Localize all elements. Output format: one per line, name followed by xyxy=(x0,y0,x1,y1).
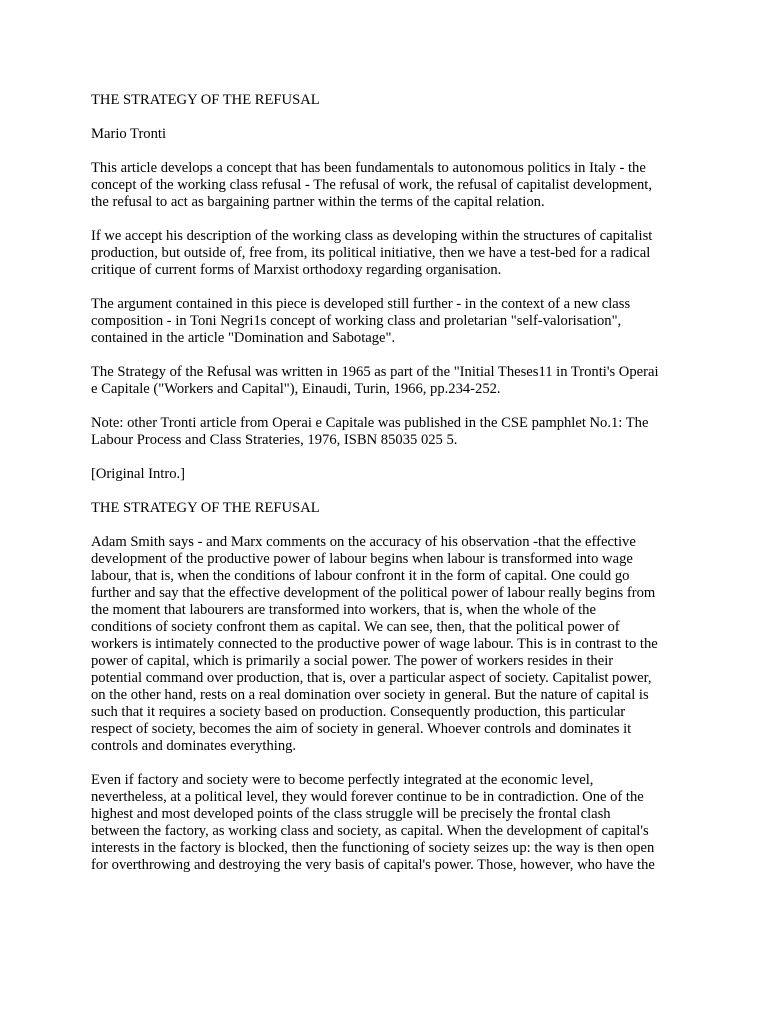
document-title xyxy=(91,92,681,109)
paragraph-line: production, but outside of, free from, its political initiative, then we have a test-bed for a radical xyxy=(91,245,651,261)
paragraph-line: The argument contained in this piece is developed still further - in the context of a new class xyxy=(91,296,631,312)
paragraph-line: highest and most developed points of the class struggle will be precisely the frontal clash xyxy=(91,806,611,822)
paragraph-line: The Strategy of the Refusal was written in 1965 as part of the "Initial Theses11 in Tronti's Operai xyxy=(91,364,659,380)
paragraph xyxy=(91,160,681,211)
title-line: THE STRATEGY OF THE REFUSAL xyxy=(91,92,320,108)
paragraph-line: controls and dominates everything. xyxy=(91,738,297,754)
paragraphs-container xyxy=(91,160,681,874)
paragraph xyxy=(91,534,681,755)
paragraph-line: on the other hand, rests on a real domination over society in general. But the nature of capital is xyxy=(91,687,649,703)
paragraph-line: contained in the article "Domination and Sabotage". xyxy=(91,330,396,346)
paragraph xyxy=(91,500,681,517)
paragraph-line: Adam Smith says - and Marx comments on the accuracy of his observation -that the effective xyxy=(91,534,636,550)
paragraph-line: between the factory, as working class and society, as capital. When the development of capital's xyxy=(91,823,649,839)
paragraph-line: the refusal to act as bargaining partner within the terms of the capital relation. xyxy=(91,194,545,210)
author-line: Mario Tronti xyxy=(91,126,167,142)
paragraph-line: Labour Process and Class Strateries, 1976, ISBN 85035 025 5. xyxy=(91,432,458,448)
paragraph-line: composition - in Toni Negri1s concept of working class and proletarian "self-valorisation", xyxy=(91,313,622,329)
paragraph-line: [Original Intro.] xyxy=(91,466,186,482)
paragraph-line: This article develops a concept that has been fundamentals to autonomous politics in Italy - the xyxy=(91,160,646,176)
paragraph-line: Even if factory and society were to become perfectly integrated at the economic level, xyxy=(91,772,594,788)
paragraph-line: THE STRATEGY OF THE REFUSAL xyxy=(91,500,320,516)
paragraph-line: Note: other Tronti article from Operai e Capitale was published in the CSE pamphlet No.1: The xyxy=(91,415,649,431)
paragraph-line: for overthrowing and destroying the very basis of capital's power. Those, however, who have the xyxy=(91,857,655,873)
paragraph-line: critique of current forms of Marxist orthodoxy regarding organisation. xyxy=(91,262,502,278)
paragraph-line: labour, that is, when the conditions of labour confront it in the form of capital. One could go xyxy=(91,568,630,584)
paragraph xyxy=(91,228,681,279)
paragraph-line: power of capital, which is primarily a social power. The power of workers resides in their xyxy=(91,653,614,669)
paragraph-line: potential command over production, that is, over a particular aspect of society. Capitalist power, xyxy=(91,670,652,686)
paragraph-line: nevertheless, at a political level, they would forever continue to be in contradiction. One of the xyxy=(91,789,644,805)
document-body xyxy=(91,92,681,891)
paragraph xyxy=(91,415,681,449)
paragraph-line: development of the productive power of labour begins when labour is transformed into wage xyxy=(91,551,633,567)
paragraph-line: If we accept his description of the working class as developing within the structures of capitalist xyxy=(91,228,653,244)
paragraph-line: respect of society, becomes the aim of society in general. Whoever controls and dominates it xyxy=(91,721,632,737)
paragraph-line: further and say that the effective development of the political power of labour really begins from xyxy=(91,585,656,601)
paragraph-line: workers is intimately connected to the productive power of wage labour. This is in contrast to the xyxy=(91,636,658,652)
paragraph-line: e Capitale ("Workers and Capital"), Einaudi, Turin, 1966, pp.234-252. xyxy=(91,381,501,397)
paragraph xyxy=(91,466,681,483)
paragraph xyxy=(91,296,681,347)
paragraph-line: conditions of society confront them as capital. We can see, then, that the political power of xyxy=(91,619,620,635)
paragraph-line: the moment that labourers are transformed into workers, that is, when the whole of the xyxy=(91,602,596,618)
paragraph xyxy=(91,364,681,398)
paragraph-line: interests in the factory is blocked, then the functioning of society seizes up: the way is then open xyxy=(91,840,655,856)
paragraph-line: such that it requires a society based on production. Consequently production, this particular xyxy=(91,704,626,720)
paragraph xyxy=(91,772,681,874)
document-author xyxy=(91,126,681,143)
paragraph-line: concept of the working class refusal - The refusal of work, the refusal of capitalist development, xyxy=(91,177,652,193)
